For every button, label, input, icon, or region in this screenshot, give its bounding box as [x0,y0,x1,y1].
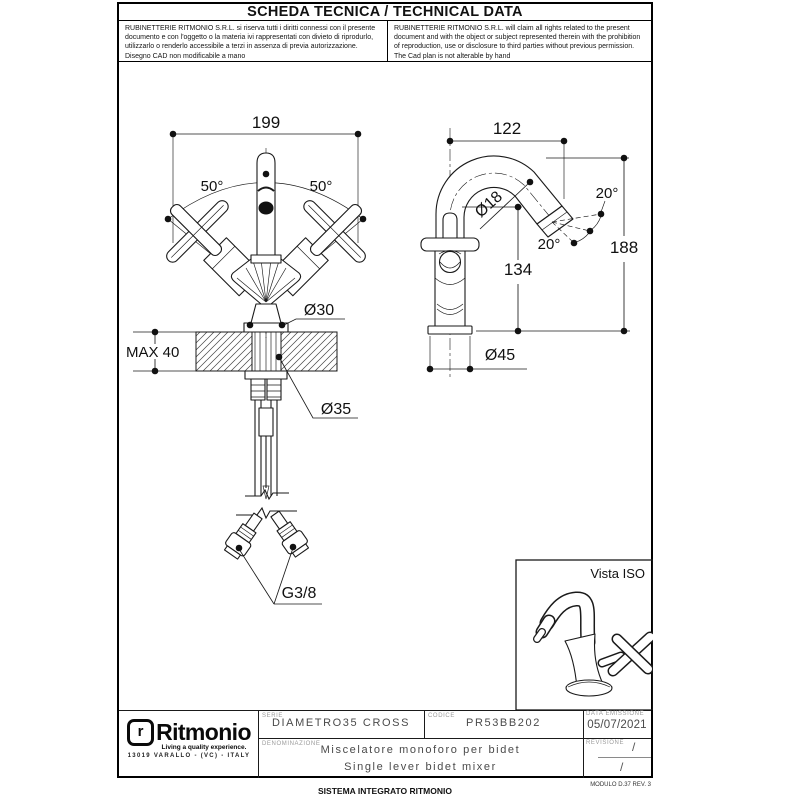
dim-label-50-left: 50° [200,178,224,195]
hose-right [266,507,312,559]
brand-tagline: Living a quality experience. [161,744,247,751]
aerator-front [259,202,274,215]
revisione-line [598,757,651,758]
dim-label-20-lower: 20° [537,236,561,253]
side-view [421,119,638,378]
dim-label-max40: MAX 40 [126,344,180,361]
dim-label-134: 134 [503,260,533,279]
dim-label-188: 188 [609,238,639,257]
hose-left [222,509,268,561]
iso-view [516,560,653,710]
footer-system-label: SISTEMA INTEGRATO RITMONIO [318,786,452,796]
footer-module-label: MODULO D.37 REV. 3 [590,782,651,788]
dim-label-d35: Ø35 [320,401,352,418]
serie-value: DIAMETRO35 CROSS [271,717,411,729]
dim-label-d18: Ø18 [472,188,506,222]
revisione-slash-top: / [632,740,636,754]
titleblock-top-line [119,710,651,711]
dim-label-20-upper: 20° [595,185,619,202]
titleblock-mid-line [258,738,651,739]
sheet-title: SCHEDA TECNICA / TECHNICAL DATA [119,4,651,21]
codice-value: PR53BB202 [466,717,541,729]
dim-label-d45: Ø45 [484,347,516,364]
iso-view-label: Vista ISO [590,566,645,581]
denominazione-label: DENOMINAZIONE [262,741,321,747]
data-emissione-value: 05/07/2021 [587,719,647,731]
dim-label-50-right: 50° [309,178,333,195]
serie-label: SERIE [262,713,284,719]
revisione-label: REVISIONE [586,740,625,746]
dim-label-d30: Ø30 [303,302,335,319]
brand-name: Ritmonio [156,719,251,745]
ritmonio-logo-icon: r [127,719,154,746]
denominazione-line2: Single lever bidet mixer [344,761,497,773]
dim-label-199: 199 [251,113,281,132]
disclaimer-italian: RUBINETTERIE RITMONIO S.R.L. si riserva tutti i diritti connessi con il presente documento e con l'oggetto o la materia ivi rappresentati con divieto di riprodurlo, utilizzarlo o renderlo accessibile a terzi in assenza di previa autorizzazione. Disegno CAD non modificabile a mano [119,21,387,62]
brand-address: 13019 VARALLO - (VC) - ITALY [127,753,251,759]
dim-label-g38: G3/8 [281,585,317,602]
denominazione-line1: Miscelatore monoforo per bidet [320,744,521,756]
revisione-slash-bottom: / [620,760,624,774]
dim-label-122: 122 [492,119,522,138]
brand-logo [121,712,257,776]
data-emissione-label: DATA EMISSIONE [586,711,645,717]
front-view [126,113,388,604]
codice-label: CODICE [428,713,455,719]
disclaimer-english: RUBINETTERIE RITMONIO S.R.L. will claim all rights related to the present document and with the object or subject represented therein with the prohibition of reproduction, use or disclosure to third parties without previous permission. The Cad plan is not alterable by hand [387,21,651,62]
technical-drawing [117,62,653,710]
